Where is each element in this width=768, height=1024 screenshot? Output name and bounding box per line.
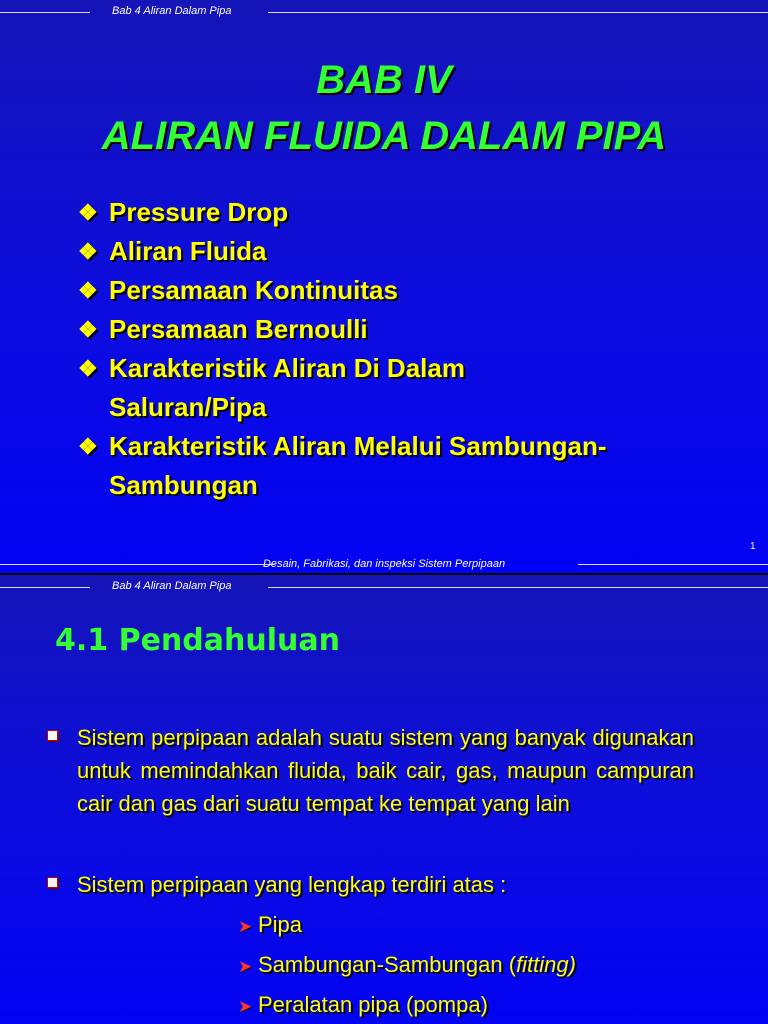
diamond-bullet-icon: ❖ [78,278,98,303]
diamond-bullet-icon: ❖ [78,317,98,342]
topic-item: ❖ Karakteristik Aliran Melalui Sambungan- Sambungan [78,427,718,505]
diamond-bullet-icon: ❖ [78,434,98,459]
intro-paragraph: Sistem perpipaan adalah suatu sistem yang banyak digunakan untuk memindahkan fluida, baik cair, gas, maupun campuran cair dan gas dari suatu tempat ke tempat yang lain [77,725,694,816]
header-rule-right [268,587,768,588]
component-item: ➤ Peralatan pipa (pompa) [238,988,488,1023]
arrow-right-icon: ➤ [238,997,253,1016]
diamond-bullet-icon: ❖ [78,200,98,225]
slide-title-line2: ALIRAN FLUIDA DALAM PIPA [101,114,667,158]
diamond-bullet-icon: ❖ [78,239,98,264]
diamond-bullet-icon: ❖ [78,356,98,381]
arrow-right-icon: ➤ [238,957,253,976]
topic-item: ❖ Persamaan Bernoulli [78,310,718,349]
slide-title-line1: BAB IV [316,58,452,102]
component-item: ➤ Sambungan-Sambungan (fitting) [238,948,576,983]
header-rule-right [268,12,768,13]
header-rule-left [0,12,90,13]
components-intro: Sistem perpipaan yang lengkap terdiri atas : [77,872,507,897]
header-rule-left [0,587,90,588]
topic-item: ❖ Persamaan Kontinuitas [78,271,718,310]
square-bullet-icon [47,730,58,741]
slide-2: Bab 4 Aliran Dalam Pipa 4.1 Pendahuluan Sistem perpipaan adalah suatu sistem yang banyak digunakan untuk memindahkan fluida, baik cair, gas, maupun campuran cair dan gas dari suatu tempat ke tempat yang lain Sistem perpipaan yang lengkap terdiri atas : ➤ Pipa ➤ Sambungan-Sambungan (fitting) ➤ Peralatan pipa (pompa) [0,575,768,1024]
page-number: 1 [750,541,756,552]
slide-1: Bab 4 Aliran Dalam Pipa BAB IV ALIRAN FLUIDA DALAM PIPA ❖ Pressure Drop ❖ Aliran Fluida ❖ Persamaan Kontinuitas ❖ Persamaan Bernoulli ❖ Karakteristik Aliran Di Dalam Saluran/Pipa ❖ Karakteristik Aliran Melalui Sambungan- Sambungan 1 Desain, Fabrikasi, dan inspeksi Sistem Perpipaan [0,0,768,573]
component-item: ➤ Pipa [238,908,302,943]
square-bullet-icon [47,877,58,888]
section-title: 4.1 Pendahuluan [55,623,340,658]
slide-footer: Desain, Fabrikasi, dan inspeksi Sistem Perpipaan [262,558,506,570]
topic-item: ❖ Karakteristik Aliran Di Dalam Saluran/Pipa [78,349,718,427]
topic-list [78,193,718,505]
topic-item: ❖ Aliran Fluida [78,232,718,271]
topic-item: ❖ Pressure Drop [78,193,718,232]
arrow-right-icon: ➤ [238,917,253,936]
